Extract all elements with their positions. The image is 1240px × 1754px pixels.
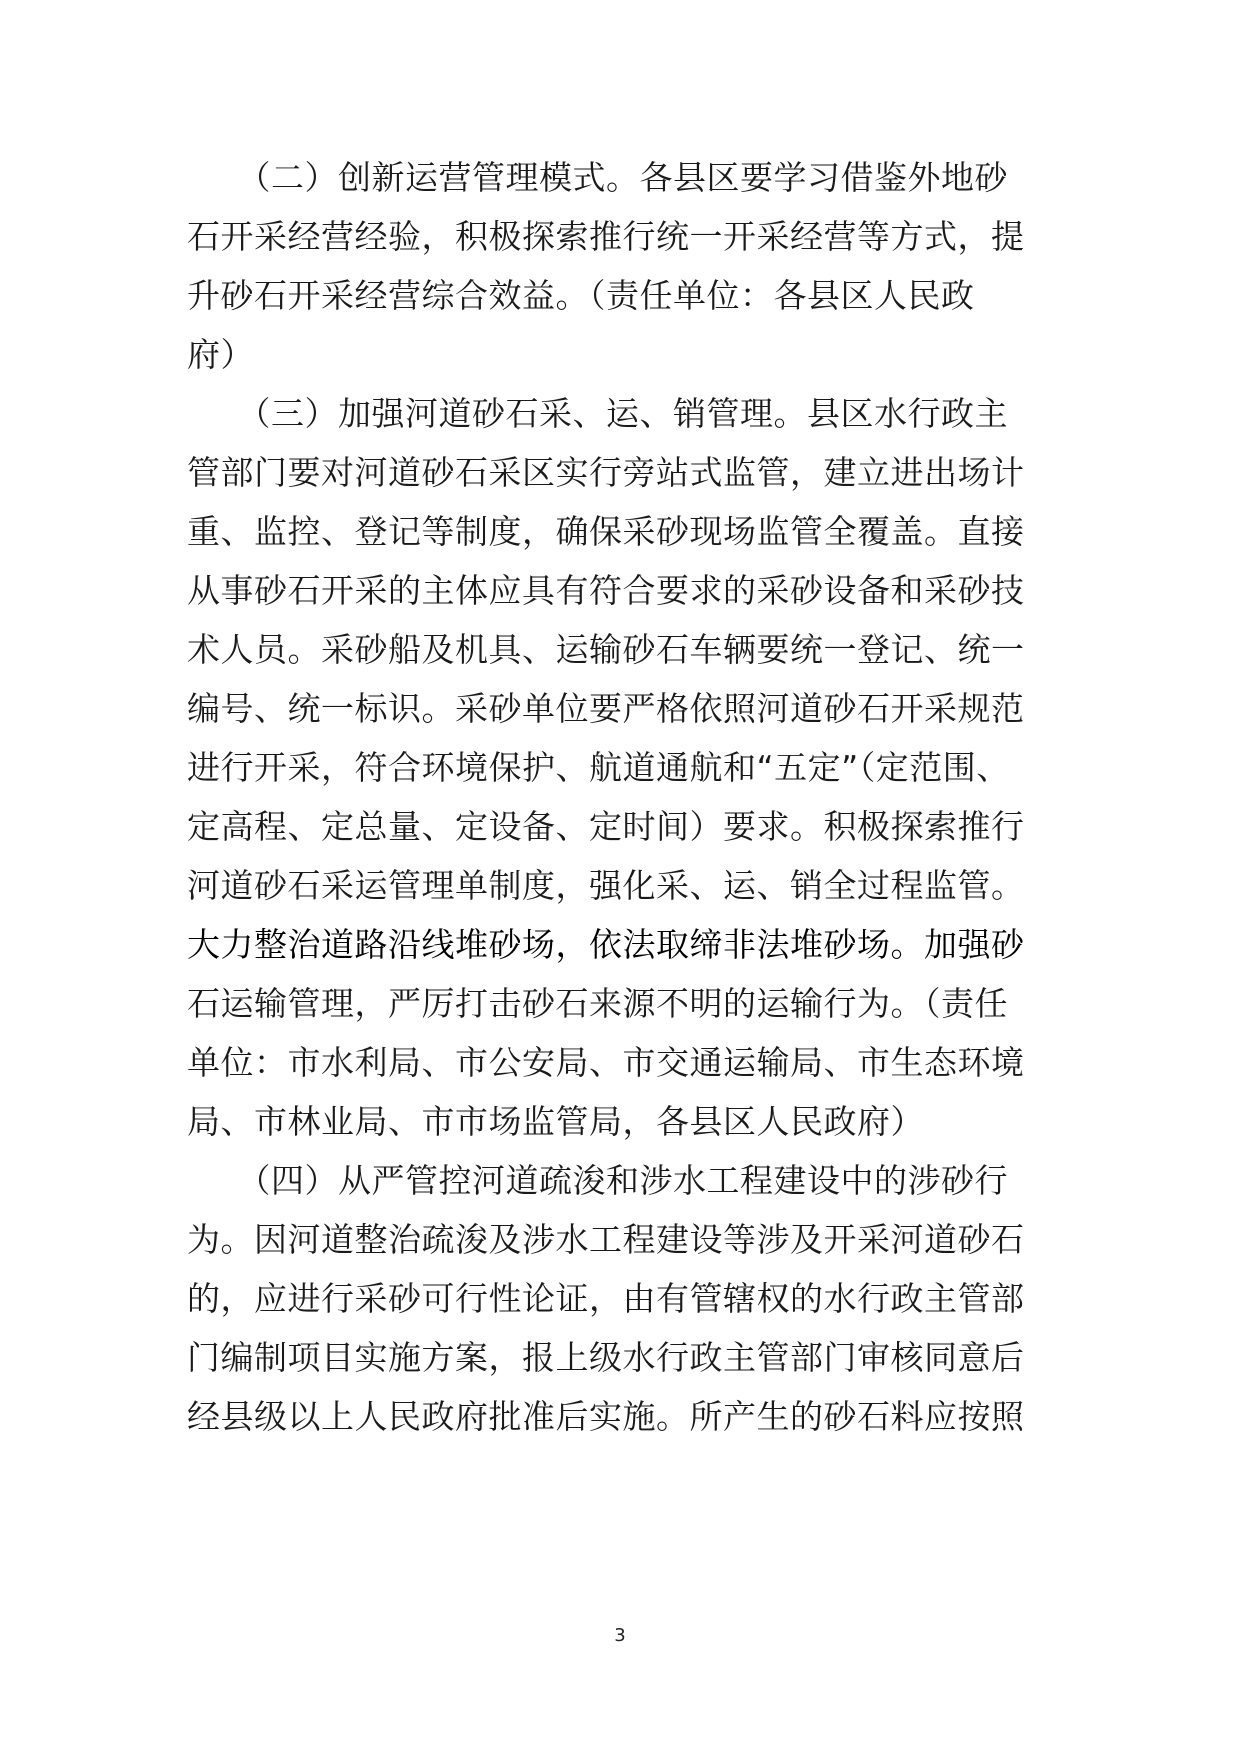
text-line: 从事砂石开采的主体应具有符合要求的采砂设备和采砂技 <box>187 571 1025 610</box>
text-line: 编号、统一标识。采砂单位要严格依照河道砂石开采规范 <box>187 689 1025 728</box>
text-line: 重、监控、登记等制度，确保采砂现场监管全覆盖。直接 <box>187 512 1025 551</box>
text-line: （二）创新运营管理模式。各县区要学习借鉴外地砂 <box>187 158 1008 197</box>
text-line: （三）加强河道砂石采、运、销管理。县区水行政主 <box>187 394 1008 433</box>
text-line: 河道砂石采运管理单制度，强化采、运、销全过程监管。 <box>187 866 1025 905</box>
text-line: 府） <box>187 335 254 374</box>
text-line: 术人员。采砂船及机具、运输砂石车辆要统一登记、统一 <box>187 630 1025 669</box>
text-line: 为。因河道整治疏浚及涉水工程建设等涉及开采河道砂石 <box>187 1220 1025 1259</box>
text-line: 进行开采，符合环境保护、航道通航和“五定”（定范围、 <box>187 748 1010 787</box>
text-line: 升砂石开采经营综合效益。（责任单位：各县区人民政 <box>187 276 975 315</box>
page-number: 3 <box>614 1625 626 1646</box>
text-line: 局、市林业局、市市场监管局，各县区人民政府） <box>187 1102 924 1141</box>
text-line: 门编制项目实施方案，报上级水行政主管部门审核同意后 <box>187 1338 1025 1377</box>
text-line: 的，应进行采砂可行性论证，由有管辖权的水行政主管部 <box>187 1279 1025 1318</box>
text-line: 单位：市水利局、市公安局、市交通运输局、市生态环境 <box>187 1043 1025 1082</box>
text-line: 石运输管理，严厉打击砂石来源不明的运输行为。（责任 <box>187 984 1008 1023</box>
text-line: （四）从严管控河道疏浚和涉水工程建设中的涉砂行 <box>187 1161 1008 1200</box>
text-line: 石开采经营经验，积极探索推行统一开采经营等方式，提 <box>187 217 1025 256</box>
text-line: 经县级以上人民政府批准后实施。所产生的砂石料应按照 <box>187 1397 1025 1436</box>
text-line: 大力整治道路沿线堆砂场，依法取缔非法堆砂场。加强砂 <box>187 925 1025 964</box>
text-line: 管部门要对河道砂石采区实行旁站式监管，建立进出场计 <box>187 453 1025 492</box>
text-line: 定高程、定总量、定设备、定时间）要求。积极探索推行 <box>187 807 1025 846</box>
